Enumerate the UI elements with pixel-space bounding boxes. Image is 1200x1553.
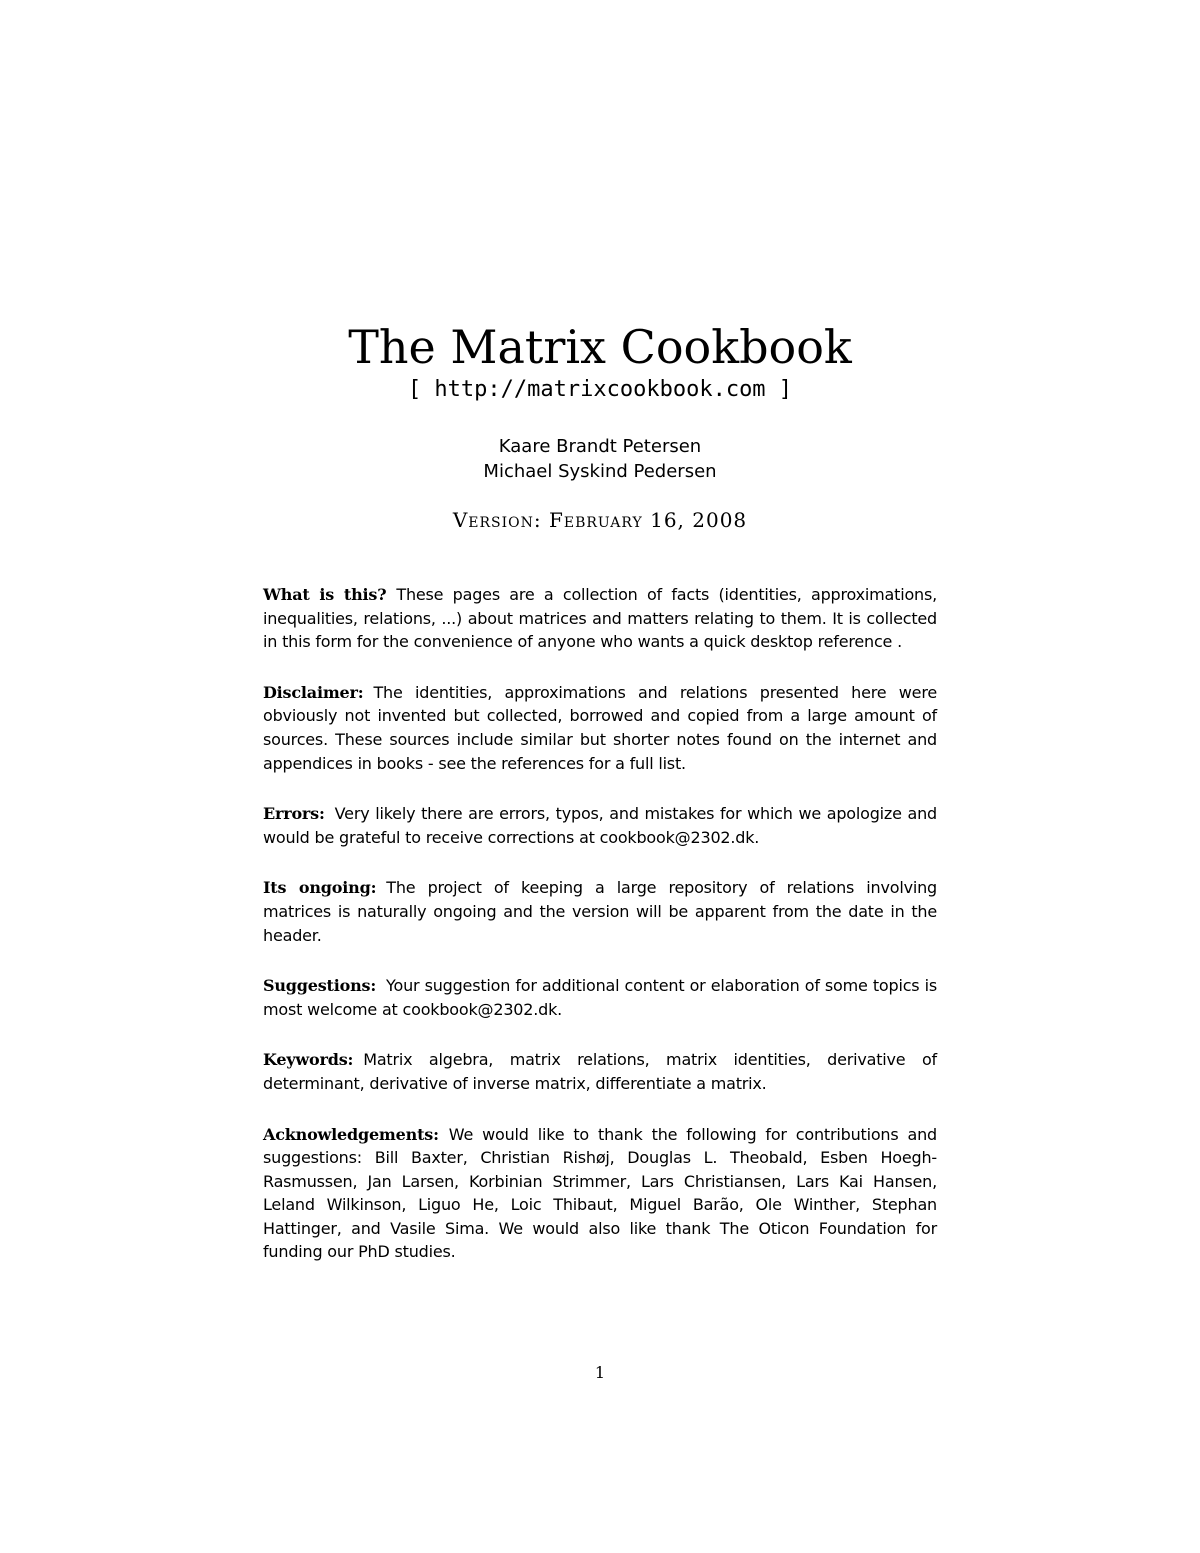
paragraph-heading: Suggestions:	[263, 976, 377, 996]
document-title: The Matrix Cookbook	[348, 320, 852, 374]
paragraph-text: Matrix algebra, matrix relations, matrix identities, derivative of determinant, derivative of inverse matrix, differentiate a matrix.	[263, 1050, 937, 1093]
paragraph-text: These pages are a collection of facts (identities, approximations, inequalities, relations, ...) about matrices and matters relating to them. It is collected in this form for the convenience of anyone who wants a quick desktop reference .	[263, 585, 937, 652]
paragraph-text: The identities, approximations and relations presented here were obviously not invented but collected, borrowed and copied from a large amount of sources. These sources include similar but shorter notes found on the internet and appendices in books - see the references for a full list.	[263, 682, 937, 773]
paragraph-suggestions	[263, 974, 937, 1021]
paragraph-heading: Errors:	[263, 804, 325, 824]
author-name: Kaare Brandt Petersen	[498, 436, 702, 457]
paragraph-heading: Keywords:	[263, 1050, 354, 1070]
version-line: Version: February 16, 2008	[452, 508, 748, 532]
paragraph-text: We would like to thank the following for contributions and suggestions: Bill Baxter, Christian Rishøj, Douglas L. Theobald, Esben Hoegh-Rasmussen, Jan Larsen, Korbinian Strimmer, Lars Christiansen, Lars Kai Hansen, Leland Wilkinson, Liguo He, Loic Thibaut, Miguel Barão, Ole Winther, Stephan Hattinger, and Vasile Sima. We would also like thank The Oticon Foundation for funding our PhD studies.	[263, 1124, 937, 1262]
paragraph-what-is-this	[263, 583, 937, 654]
paragraph-heading: Acknowledgements:	[263, 1124, 439, 1144]
paragraph-text: The project of keeping a large repository of relations involving matrices is naturally ongoing and the version will be apparent from the date in the header.	[263, 878, 937, 945]
document-body	[263, 583, 937, 1291]
author-name: Michael Syskind Pedersen	[483, 461, 717, 482]
paragraph-disclaimer	[263, 681, 937, 775]
author-list	[0, 434, 1200, 484]
paragraph-heading: Its ongoing:	[263, 878, 377, 898]
paragraph-acknowledgements	[263, 1123, 937, 1265]
paragraph-heading: What is this?	[263, 585, 387, 604]
website-url: [ http://matrixcookbook.com ]	[407, 377, 793, 402]
paragraph-ongoing	[263, 876, 937, 947]
paragraph-heading: Disclaimer:	[263, 682, 364, 702]
paragraph-text: Very likely there are errors, typos, and mistakes for which we apologize and would be grateful to receive corrections at cookbook@2302.dk.	[263, 804, 937, 847]
paragraph-text: Your suggestion for additional content or elaboration of some topics is most welcome at cookbook@2302.dk.	[263, 976, 937, 1019]
paragraph-keywords	[263, 1048, 937, 1095]
paragraph-errors	[263, 802, 937, 849]
page-number: 1	[594, 1363, 606, 1382]
